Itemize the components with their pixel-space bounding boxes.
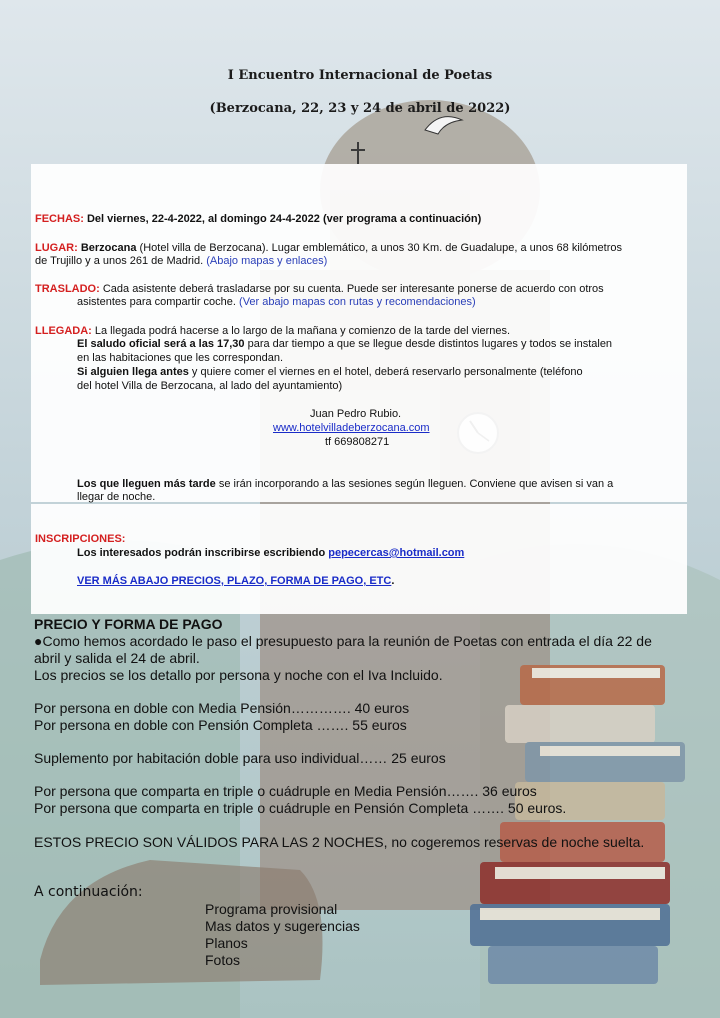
precio-line-1: Por persona en doble con Media Pensión…………. 40 euros bbox=[34, 700, 410, 716]
lugar-note[interactable]: (Abajo mapas y enlaces) bbox=[206, 255, 328, 267]
traslado-text-2: asistentes para compartir coche. bbox=[77, 296, 240, 308]
continuacion-heading: A continuación: bbox=[34, 884, 143, 900]
llegada-line-3: en las habitaciones que les correspondan. bbox=[77, 352, 284, 364]
inscripciones-label: INSCRIPCIONES: bbox=[35, 533, 126, 545]
inscripciones-text: Los interesados podrán inscribirse escribiendo bbox=[77, 547, 329, 559]
lugar-place: Berzocana bbox=[80, 242, 137, 254]
traslado-label: TRASLADO: bbox=[35, 283, 100, 295]
llegada-line-5: del hotel Villa de Berzocana, al lado del ayuntamiento) bbox=[77, 380, 343, 392]
inscripciones-line bbox=[77, 547, 464, 560]
llegada-line-1 bbox=[35, 325, 510, 338]
fechas-line bbox=[35, 213, 481, 226]
llegada-text-1: La llegada podrá hacerse a lo largo de la mañana y comienzo de la tarde del viernes. bbox=[91, 325, 511, 337]
lugar-text-1: (Hotel villa de Berzocana). Lugar emblemático, a unos 30 Km. de Guadalupe, a unos 68 kilómetros bbox=[136, 242, 622, 254]
continuacion-item: Mas datos y sugerencias bbox=[205, 918, 360, 934]
more-info-dot: . bbox=[391, 575, 395, 587]
more-info-link[interactable]: VER MÁS ABAJO PRECIOS, PLAZO, FORMA DE PAGO, ETC bbox=[77, 575, 392, 587]
llegada-label: LLEGADA: bbox=[35, 325, 92, 337]
llegada-bold-4: Si alguien llega antes bbox=[77, 366, 189, 378]
precio-line-6: ESTOS PRECIO SON VÁLIDOS PARA LAS 2 NOCHES, no cogeremos reservas de noche suelta. bbox=[34, 834, 645, 850]
document-subtitle: (Berzocana, 22, 23 y 24 de abril de 2022) bbox=[209, 101, 511, 116]
precio-line-3: Suplemento por habitación doble para uso individual…… 25 euros bbox=[34, 750, 446, 766]
more-info-line bbox=[77, 575, 394, 588]
email-link[interactable]: pepecercas@hotmail.com bbox=[328, 547, 465, 559]
traslado-line-2 bbox=[77, 296, 476, 309]
precio-line-4: Por persona que comparta en triple o cuádruple en Media Pensión……. 36 euros bbox=[34, 783, 537, 799]
traslado-note[interactable]: (Ver abajo mapas con rutas y recomendaciones) bbox=[239, 296, 476, 308]
traslado-line-1 bbox=[35, 283, 604, 296]
late-bold: Los que lleguen más tarde bbox=[77, 478, 216, 490]
late-line-1 bbox=[77, 478, 613, 491]
llegada-text-4: y quiere comer el viernes en el hotel, deberá reservarlo personalmente (teléfono bbox=[188, 366, 583, 378]
precio-heading: PRECIO Y FORMA DE PAGO bbox=[34, 616, 223, 632]
precio-line-2: Por persona en doble con Pensión Completa ……. 55 euros bbox=[34, 717, 407, 733]
contact-phone: tf 669808271 bbox=[325, 436, 390, 448]
precio-line-5: Por persona que comparta en triple o cuádruple en Pensión Completa ……. 50 euros. bbox=[34, 800, 567, 816]
precio-intro-3: Los precios se los detallo por persona y noche con el Iva Incluido. bbox=[34, 667, 443, 683]
precio-intro-1: ●Como hemos acordado le paso el presupuesto para la reunión de Poetas con entrada el día 22 de bbox=[34, 633, 652, 649]
late-line-2: llegar de noche. bbox=[77, 491, 156, 503]
continuacion-item: Programa provisional bbox=[205, 901, 338, 917]
fechas-text: Del viernes, 22-4-2022, al domingo 24-4-2022 (ver programa a continuación) bbox=[86, 213, 482, 225]
fechas-label: FECHAS: bbox=[35, 213, 84, 225]
llegada-line-4 bbox=[77, 366, 583, 379]
lugar-text-2: de Trujillo y a unos 261 de Madrid. bbox=[35, 255, 207, 267]
contact-name: Juan Pedro Rubio. bbox=[310, 408, 402, 420]
lugar-line-2 bbox=[35, 255, 327, 268]
llegada-bold-2: El saludo oficial será a las 17,30 bbox=[77, 338, 245, 350]
llegada-line-2 bbox=[77, 338, 612, 351]
continuacion-item: Planos bbox=[205, 935, 248, 951]
lugar-line-1 bbox=[35, 242, 622, 255]
traslado-text-1: Cada asistente deberá trasladarse por su cuenta. Puede ser interesante ponerse de acuerdo con otros bbox=[99, 283, 604, 295]
late-text-1: se irán incorporando a las sesiones según lleguen. Conviene que avisen si van a bbox=[215, 478, 614, 490]
hotel-website-link[interactable]: www.hotelvilladeberzocana.com bbox=[273, 422, 430, 434]
llegada-text-2: para dar tiempo a que se llegue desde distintos lugares y todos se instalen bbox=[244, 338, 613, 350]
precio-intro-2: abril y salida el 24 de abril. bbox=[34, 650, 200, 666]
document-title: I Encuentro Internacional de Poetas bbox=[227, 68, 493, 83]
lugar-label: LUGAR: bbox=[35, 242, 78, 254]
continuacion-item: Fotos bbox=[205, 952, 241, 968]
